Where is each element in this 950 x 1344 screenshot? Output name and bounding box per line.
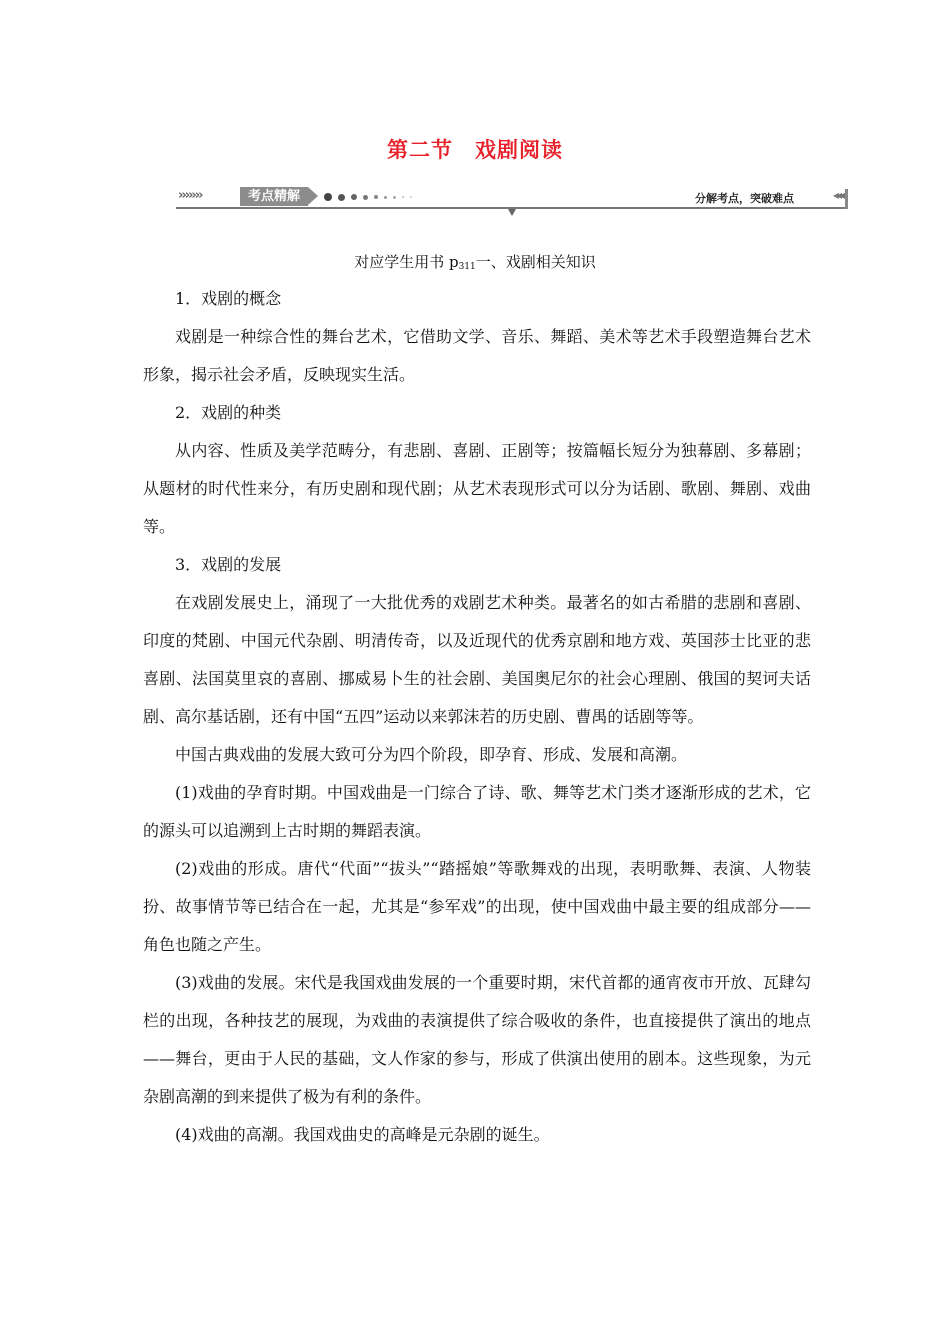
banner-right-text: 分解考点，突破难点 bbox=[695, 192, 794, 205]
paragraph: 在戏剧发展史上，涌现了一大批优秀的戏剧艺术种类。最著名的如古希腊的悲剧和喜剧、印度的梵剧、中国元代杂剧、明清传奇，以及近现代的优秀京剧和地方戏、英国莎士比亚的悲喜剧、法国莫里哀的喜剧、挪威易卜生的社会剧、美国奥尼尔的社会心理剧、俄国的契诃夫话剧、高尔基话剧，还有中国“五四”运动以来郭沫若的历史剧、曹禺的话剧等等。 bbox=[143, 593, 811, 726]
paragraph: 从内容、性质及美学范畴分，有悲剧、喜剧、正剧等；按篇幅长短分为独幕剧、多幕剧；从题材的时代性来分，有历史剧和现代剧；从艺术表现形式可以分为话剧、歌剧、舞剧、戏曲等。 bbox=[143, 441, 811, 536]
paragraph: (2)戏曲的形成。唐代“代面”“拔头”“踏摇娘”等歌舞戏的出现，表明歌舞、表演、人物装扮、故事情节等已结合在一起，尤其是“参军戏”的出现，使中国戏曲中最主要的组成部分——角色也随之产生。 bbox=[143, 859, 811, 954]
section-subheading bbox=[0, 251, 950, 272]
tag-arrow-icon bbox=[308, 187, 318, 205]
dots-icon bbox=[324, 192, 412, 202]
paragraph: (4)戏曲的高潮。我国戏曲史的高峰是元杂剧的诞生。 bbox=[175, 1125, 550, 1144]
subheading-page: 311 bbox=[458, 262, 476, 272]
heading-development: 3．戏剧的发展 bbox=[175, 555, 282, 574]
chevrons-icon: ››››››› bbox=[178, 188, 202, 203]
section-banner bbox=[176, 185, 848, 215]
article-body bbox=[143, 280, 811, 1154]
subheading-suffix: 一、戏剧相关知识 bbox=[475, 253, 596, 271]
subheading-prefix: 对应学生用书 p bbox=[354, 253, 459, 271]
page-title: 第二节 戏剧阅读 bbox=[387, 138, 563, 162]
paragraph: 戏剧是一种综合性的舞台艺术，它借助文学、音乐、舞蹈、美术等艺术手段塑造舞台艺术形象，揭示社会矛盾，反映现实生活。 bbox=[143, 327, 811, 384]
triangle-down-icon bbox=[508, 209, 516, 216]
banner-tag: 考点精解 bbox=[240, 187, 308, 206]
paragraph: (1)戏曲的孕育时期。中国戏曲是一门综合了诗、歌、舞等艺术门类才逐渐形成的艺术，它的源头可以追溯到上古时期的舞蹈表演。 bbox=[143, 783, 811, 840]
paragraph: (3)戏曲的发展。宋代是我国戏曲发展的一个重要时期，宋代首都的通宵夜市开放、瓦肆勾栏的出现，各种技艺的展现，为戏曲的表演提供了综合吸收的条件，也直接提供了演出的地点——舞台，更由于人民的基础，文人作家的参与，形成了供演出使用的剧本。这些现象，为元杂剧高潮的到来提供了极为有利的条件。 bbox=[143, 973, 811, 1106]
arrows-left-icon: ◂◂◂ bbox=[832, 188, 842, 202]
heading-concept: 1．戏剧的概念 bbox=[175, 289, 282, 308]
paragraph: 中国古典戏曲的发展大致可分为四个阶段，即孕育、形成、发展和高潮。 bbox=[175, 745, 688, 764]
heading-types: 2．戏剧的种类 bbox=[175, 403, 282, 422]
banner-end-bar bbox=[845, 189, 848, 209]
